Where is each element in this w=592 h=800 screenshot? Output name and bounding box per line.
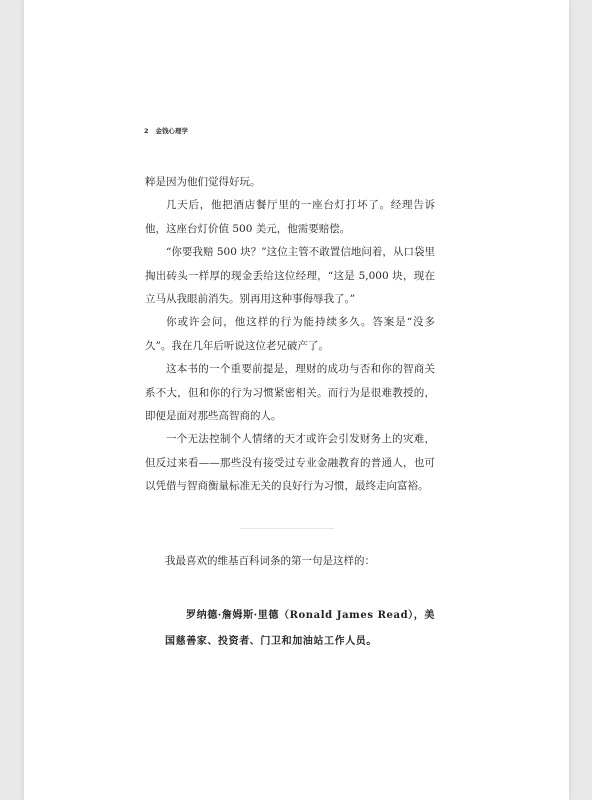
paragraph: 你或许会问，他这样的行为能持续多久。答案是“没多久”。我在几年后听说这位老兄破产了。 bbox=[145, 316, 435, 352]
quote-text: 罗纳德·詹姆斯·里德（Ronald James Read），美国慈善家、投资者、门卫和加油站工作人员。 bbox=[165, 610, 435, 647]
wiki-intro-text: 我最喜欢的维基百科词条的第一句是这样的： bbox=[165, 555, 375, 567]
paragraph: 这本书的一个重要前提是，理财的成功与否和你的智商关系不大，但和你的行为习惯紧密相关。而行为是很难教授的，即便是面对那些高智商的人。 bbox=[145, 363, 435, 423]
block-quote bbox=[165, 603, 436, 655]
section-divider bbox=[240, 528, 334, 529]
paragraph: 几天后，他把酒店餐厅里的一座台灯打坏了。经理告诉他，这座台灯价值 500 美元，他需要赔偿。 bbox=[145, 199, 435, 235]
book-page bbox=[24, 0, 569, 800]
running-head bbox=[144, 126, 188, 135]
book-title: 金钱心理学 bbox=[155, 127, 189, 135]
paragraph: 一个无法控制个人情绪的天才或许会引发财务上的灾难，但反过来看——那些没有接受过专业金融教育的普通人，也可以凭借与智商衡量标准无关的良好行为习惯，最终走向富裕。 bbox=[145, 433, 435, 493]
page-number: 2 bbox=[144, 127, 149, 135]
paragraph-continuation: 粹是因为他们觉得好玩。 bbox=[145, 176, 261, 188]
paragraph: “你要我赔 500 块？”这位主管不敢置信地问着，从口袋里掏出砖头一样厚的现金丢给这位经理，“这是 5,000 块，现在立马从我眼前消失。别再用这种事侮辱我了。” bbox=[145, 246, 435, 306]
body-text bbox=[145, 171, 435, 499]
